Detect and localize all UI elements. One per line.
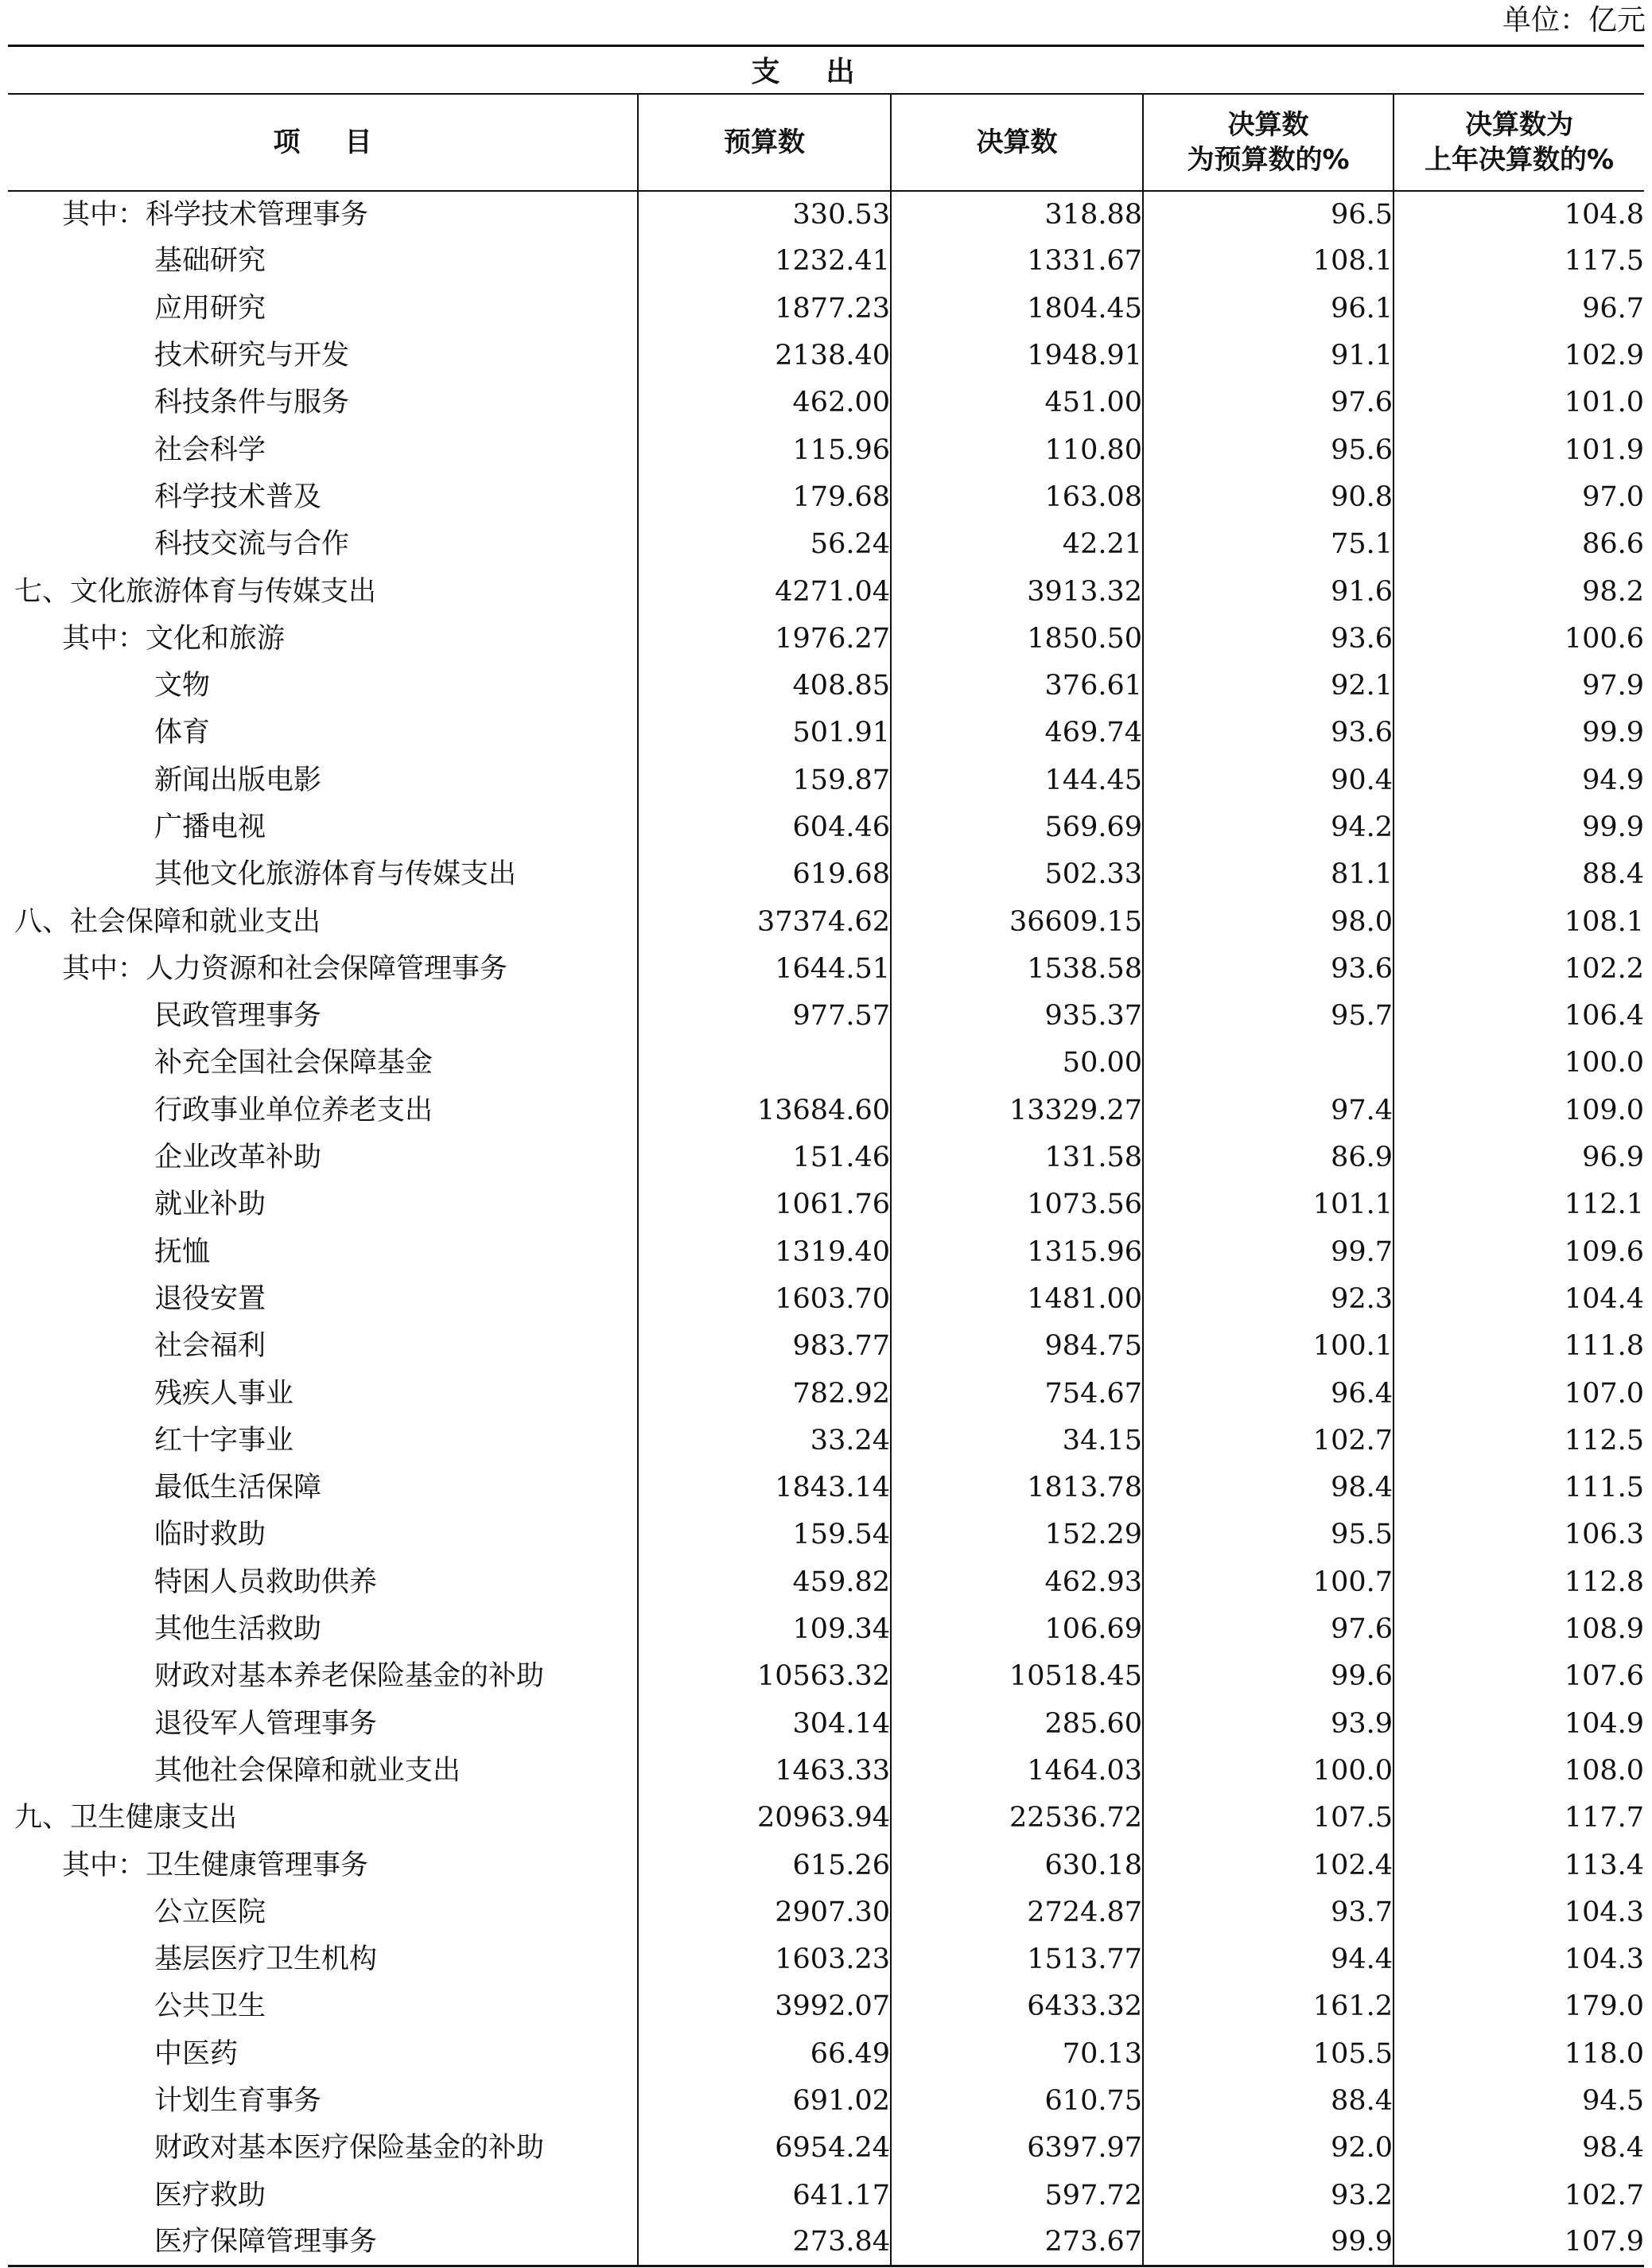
row-final-pct-prev: 107.9 — [1394, 2219, 1644, 2266]
row-final-pct-prev: 112.1 — [1394, 1181, 1644, 1228]
row-final: 10518.45 — [891, 1653, 1143, 1700]
table-row — [8, 1228, 1644, 1275]
row-final-pct-prev: 108.9 — [1394, 1605, 1644, 1652]
row-final: 1850.50 — [891, 615, 1143, 662]
row-final: 462.93 — [891, 1558, 1143, 1605]
table-row — [8, 1605, 1644, 1652]
row-final-pct-prev: 98.2 — [1394, 568, 1644, 615]
row-final: 376.61 — [891, 662, 1143, 709]
row-item-name: 其中：人力资源和社会保障管理事务 — [62, 952, 508, 985]
row-final-pct-budget: 107.5 — [1143, 1795, 1394, 1842]
col-header-final-pct-budget — [1143, 94, 1394, 191]
table-row — [8, 473, 1644, 520]
table-row — [8, 1653, 1644, 1700]
row-final-pct-budget: 97.6 — [1143, 1605, 1394, 1652]
row-final: 273.67 — [891, 2219, 1143, 2266]
row-final-pct-budget: 90.4 — [1143, 757, 1394, 803]
table-row — [8, 1370, 1644, 1417]
row-final: 984.75 — [891, 1323, 1143, 1370]
row-item-name: 九、卫生健康支出 — [14, 1802, 238, 1834]
col-header-budget: 预算数 — [638, 94, 891, 191]
row-final: 754.67 — [891, 1370, 1143, 1417]
row-final-pct-prev: 117.7 — [1394, 1795, 1644, 1842]
row-final-pct-prev: 109.6 — [1394, 1228, 1644, 1275]
row-final: 50.00 — [891, 1040, 1143, 1087]
table-row — [8, 2030, 1644, 2077]
row-final: 22536.72 — [891, 1795, 1143, 1842]
table-row — [8, 1087, 1644, 1134]
row-final-pct-prev: 88.4 — [1394, 851, 1644, 898]
row-final-pct-budget: 75.1 — [1143, 521, 1394, 568]
row-item-name: 基础研究 — [154, 245, 266, 278]
row-final-pct-prev: 108.0 — [1394, 1747, 1644, 1794]
row-final-pct-budget: 100.1 — [1143, 1323, 1394, 1370]
row-final: 6397.97 — [891, 2125, 1143, 2172]
row-final: 152.29 — [891, 1511, 1143, 1558]
row-final-pct-budget: 95.7 — [1143, 993, 1394, 1040]
row-item-name: 社会福利 — [154, 1330, 266, 1363]
table-row — [8, 757, 1644, 803]
row-final-pct-prev: 104.3 — [1394, 1889, 1644, 1935]
row-final: 106.69 — [891, 1605, 1143, 1652]
table-row — [8, 1181, 1644, 1228]
row-budget: 782.92 — [638, 1370, 891, 1417]
table-row — [8, 1275, 1644, 1322]
row-item-name: 特困人员救助供养 — [154, 1566, 378, 1598]
table-body — [8, 191, 1644, 2266]
row-item-name: 医疗救助 — [154, 2179, 266, 2212]
row-item-name: 计划生育事务 — [154, 2085, 322, 2118]
row-final-pct-prev: 104.8 — [1394, 191, 1644, 238]
row-final: 630.18 — [891, 1842, 1143, 1889]
row-final-pct-prev: 104.9 — [1394, 1700, 1644, 1747]
row-item-name: 文物 — [154, 670, 211, 702]
row-final-pct-prev: 107.6 — [1394, 1653, 1644, 1700]
row-item-name: 八、社会保障和就业支出 — [14, 905, 321, 938]
row-final-pct-budget: 97.6 — [1143, 379, 1394, 426]
row-final: 935.37 — [891, 993, 1143, 1040]
row-final-pct-prev: 86.6 — [1394, 521, 1644, 568]
row-final-pct-prev: 101.0 — [1394, 379, 1644, 426]
row-final: 1813.78 — [891, 1465, 1143, 1511]
row-budget: 273.84 — [638, 2219, 891, 2266]
section-title: 支出 — [8, 46, 1644, 94]
row-final-pct-budget: 92.1 — [1143, 662, 1394, 709]
row-final-pct-budget: 102.4 — [1143, 1842, 1394, 1889]
table-row — [8, 1795, 1644, 1842]
table-row — [8, 285, 1644, 332]
row-final-pct-budget: 93.7 — [1143, 1889, 1394, 1935]
row-final: 6433.32 — [891, 1983, 1143, 2030]
row-budget: 330.53 — [638, 191, 891, 238]
row-final: 1481.00 — [891, 1275, 1143, 1322]
row-final-pct-prev: 101.9 — [1394, 426, 1644, 473]
row-final: 163.08 — [891, 473, 1143, 520]
table-row — [8, 1700, 1644, 1747]
row-final: 469.74 — [891, 710, 1143, 757]
row-budget: 1644.51 — [638, 945, 891, 992]
row-budget: 3992.07 — [638, 1983, 891, 2030]
row-final-pct-budget: 98.4 — [1143, 1465, 1394, 1511]
row-item-name: 七、文化旅游体育与传媒支出 — [14, 575, 377, 608]
row-item-name: 体育 — [154, 717, 211, 749]
row-budget: 691.02 — [638, 2077, 891, 2124]
table-row — [8, 1889, 1644, 1935]
table-row — [8, 238, 1644, 285]
table-row — [8, 1040, 1644, 1087]
row-final-pct-prev: 118.0 — [1394, 2030, 1644, 2077]
row-budget: 1976.27 — [638, 615, 891, 662]
table-row — [8, 2125, 1644, 2172]
row-budget: 66.49 — [638, 2030, 891, 2077]
table-row — [8, 1323, 1644, 1370]
table-row — [8, 945, 1644, 992]
row-item-name: 补充全国社会保障基金 — [154, 1047, 433, 1080]
row-budget: 6954.24 — [638, 2125, 891, 2172]
row-budget: 619.68 — [638, 851, 891, 898]
row-budget: 33.24 — [638, 1417, 891, 1464]
row-item-name: 临时救助 — [154, 1519, 266, 1551]
row-final: 1538.58 — [891, 945, 1143, 992]
row-budget: 13684.60 — [638, 1087, 891, 1134]
table-row — [8, 898, 1644, 945]
row-final: 1315.96 — [891, 1228, 1143, 1275]
row-final-pct-budget: 95.5 — [1143, 1511, 1394, 1558]
row-final-pct-budget: 93.2 — [1143, 2172, 1394, 2219]
row-item-name: 广播电视 — [154, 811, 266, 843]
row-budget: 37374.62 — [638, 898, 891, 945]
row-item-name: 财政对基本医疗保险基金的补助 — [154, 2132, 545, 2165]
row-item-name: 退役军人管理事务 — [154, 1707, 378, 1740]
row-item-name: 抚恤 — [154, 1235, 211, 1268]
row-budget: 1603.23 — [638, 1935, 891, 1982]
row-final-pct-prev: 111.8 — [1394, 1323, 1644, 1370]
row-final-pct-budget — [1143, 1040, 1394, 1087]
row-item-name: 其他生活救助 — [154, 1613, 322, 1646]
row-final: 1948.91 — [891, 332, 1143, 379]
row-item-name: 行政事业单位养老支出 — [154, 1094, 433, 1126]
row-budget: 977.57 — [638, 993, 891, 1040]
table-row — [8, 1417, 1644, 1464]
col-header-item: 项目 — [8, 94, 638, 191]
row-final-pct-prev: 111.5 — [1394, 1465, 1644, 1511]
table-row — [8, 1465, 1644, 1511]
row-item-name: 其他社会保障和就业支出 — [154, 1754, 461, 1787]
row-final-pct-budget: 99.6 — [1143, 1653, 1394, 1700]
row-final-pct-budget: 105.5 — [1143, 2030, 1394, 2077]
table-row — [8, 710, 1644, 757]
row-final: 1513.77 — [891, 1935, 1143, 1982]
row-final-pct-budget: 102.7 — [1143, 1417, 1394, 1464]
table-row — [8, 2219, 1644, 2266]
row-budget: 179.68 — [638, 473, 891, 520]
table-row — [8, 803, 1644, 850]
row-budget: 109.34 — [638, 1605, 891, 1652]
row-final: 285.60 — [891, 1700, 1143, 1747]
row-final-pct-budget: 101.1 — [1143, 1181, 1394, 1228]
row-item-name: 科技交流与合作 — [154, 528, 350, 561]
row-final: 131.58 — [891, 1134, 1143, 1181]
row-item-name: 其中：卫生健康管理事务 — [62, 1849, 369, 1881]
row-final-pct-prev: 117.5 — [1394, 238, 1644, 285]
row-final-pct-budget: 100.0 — [1143, 1747, 1394, 1794]
row-item-name: 科技条件与服务 — [154, 387, 350, 419]
row-final-pct-budget: 90.8 — [1143, 473, 1394, 520]
row-final-pct-budget: 92.3 — [1143, 1275, 1394, 1322]
row-final-pct-budget: 94.2 — [1143, 803, 1394, 850]
row-final-pct-prev: 97.9 — [1394, 662, 1644, 709]
row-budget: 408.85 — [638, 662, 891, 709]
row-final-pct-budget: 108.1 — [1143, 238, 1394, 285]
row-budget: 159.54 — [638, 1511, 891, 1558]
row-final-pct-prev: 102.2 — [1394, 945, 1644, 992]
row-item-name: 公共卫生 — [154, 1990, 266, 2023]
row-item-name: 其他文化旅游体育与传媒支出 — [154, 858, 517, 891]
row-final-pct-prev: 113.4 — [1394, 1842, 1644, 1889]
row-final-pct-prev: 108.1 — [1394, 898, 1644, 945]
table-row — [8, 662, 1644, 709]
row-budget: 2138.40 — [638, 332, 891, 379]
row-item-name: 社会科学 — [154, 434, 266, 466]
row-final: 42.21 — [891, 521, 1143, 568]
col-header-final-pct-budget-line1: 决算数 — [1227, 108, 1309, 141]
row-budget: 1843.14 — [638, 1465, 891, 1511]
table-row — [8, 1558, 1644, 1605]
col-header-final-pct-budget-line2: 为预算数的% — [1187, 143, 1350, 176]
row-final: 110.80 — [891, 426, 1143, 473]
row-budget: 615.26 — [638, 1842, 891, 1889]
row-final-pct-budget: 97.4 — [1143, 1087, 1394, 1134]
row-item-name: 退役安置 — [154, 1282, 266, 1315]
row-item-name: 医疗保障管理事务 — [8, 2219, 638, 2266]
row-final-pct-budget: 96.5 — [1143, 191, 1394, 238]
row-final-pct-prev: 100.6 — [1394, 615, 1644, 662]
row-final-pct-prev: 106.4 — [1394, 993, 1644, 1040]
row-final-pct-prev: 104.4 — [1394, 1275, 1644, 1322]
row-final-pct-prev: 99.9 — [1394, 710, 1644, 757]
row-final-pct-budget: 100.7 — [1143, 1558, 1394, 1605]
table-row — [8, 1747, 1644, 1794]
row-final: 36609.15 — [891, 898, 1143, 945]
row-final-pct-prev: 99.9 — [1394, 803, 1644, 850]
row-final-pct-budget: 96.4 — [1143, 1370, 1394, 1417]
row-final-pct-budget: 161.2 — [1143, 1983, 1394, 2030]
row-item-name: 财政对基本养老保险基金的补助 — [154, 1660, 545, 1693]
row-final-pct-budget: 99.7 — [1143, 1228, 1394, 1275]
row-final: 1331.67 — [891, 238, 1143, 285]
row-budget: 1232.41 — [638, 238, 891, 285]
row-budget: 304.14 — [638, 1700, 891, 1747]
row-final-pct-prev: 112.5 — [1394, 1417, 1644, 1464]
row-budget: 1463.33 — [638, 1747, 891, 1794]
row-final-pct-prev: 107.0 — [1394, 1370, 1644, 1417]
unit-label: 单位：亿元 — [1502, 4, 1646, 37]
table-row — [8, 2172, 1644, 2219]
table-row — [8, 332, 1644, 379]
row-final-pct-budget: 93.6 — [1143, 945, 1394, 992]
row-budget: 1319.40 — [638, 1228, 891, 1275]
row-final: 2724.87 — [891, 1889, 1143, 1935]
table-row — [8, 2077, 1644, 2124]
row-final: 13329.27 — [891, 1087, 1143, 1134]
row-budget: 4271.04 — [638, 568, 891, 615]
row-item-name: 红十字事业 — [154, 1424, 294, 1457]
row-budget: 1877.23 — [638, 285, 891, 332]
row-final-pct-prev: 106.3 — [1394, 1511, 1644, 1558]
row-budget — [638, 1040, 891, 1087]
table-row — [8, 426, 1644, 473]
row-item-name: 应用研究 — [154, 292, 266, 325]
row-budget: 459.82 — [638, 1558, 891, 1605]
row-budget: 1603.70 — [638, 1275, 891, 1322]
row-budget: 462.00 — [638, 379, 891, 426]
row-final-pct-prev: 104.3 — [1394, 1935, 1644, 1982]
row-budget: 10563.32 — [638, 1653, 891, 1700]
row-item-name: 就业补助 — [154, 1188, 266, 1221]
row-final: 1464.03 — [891, 1747, 1143, 1794]
table-row — [8, 568, 1644, 615]
row-final-pct-prev: 100.0 — [1394, 1040, 1644, 1087]
row-final: 34.15 — [891, 1417, 1143, 1464]
row-final-pct-prev: 112.8 — [1394, 1558, 1644, 1605]
row-budget: 501.91 — [638, 710, 891, 757]
row-final-pct-budget: 93.6 — [1143, 710, 1394, 757]
row-final-pct-prev: 96.7 — [1394, 285, 1644, 332]
row-item-name: 技术研究与开发 — [154, 340, 350, 372]
row-budget: 56.24 — [638, 521, 891, 568]
row-budget: 159.87 — [638, 757, 891, 803]
table-row — [8, 1842, 1644, 1889]
row-final-pct-budget: 93.6 — [1143, 615, 1394, 662]
row-item-name: 最低生活保障 — [154, 1472, 322, 1504]
table-row — [8, 851, 1644, 898]
row-final-pct-prev: 102.7 — [1394, 2172, 1644, 2219]
row-final-pct-budget: 91.6 — [1143, 568, 1394, 615]
row-item-name: 其中：文化和旅游 — [62, 622, 286, 655]
row-item-name: 公立医院 — [154, 1896, 266, 1928]
col-header-final-pct-prev-line1: 决算数为 — [1465, 108, 1574, 141]
table-row — [8, 1511, 1644, 1558]
table-row — [8, 1134, 1644, 1181]
row-final-pct-budget: 96.1 — [1143, 285, 1394, 332]
row-budget: 151.46 — [638, 1134, 891, 1181]
row-item-name: 中医药 — [154, 2037, 239, 2070]
row-budget: 1061.76 — [638, 1181, 891, 1228]
row-final: 502.33 — [891, 851, 1143, 898]
table-row — [8, 379, 1644, 426]
col-header-final: 决算数 — [891, 94, 1143, 191]
row-item-name: 基层医疗卫生机构 — [154, 1943, 378, 1976]
row-final: 451.00 — [891, 379, 1143, 426]
table-row — [8, 993, 1644, 1040]
row-final: 1073.56 — [891, 1181, 1143, 1228]
table-row — [8, 1935, 1644, 1982]
row-item-name: 科学技术普及 — [154, 480, 322, 513]
row-final-pct-prev: 98.4 — [1394, 2125, 1644, 2172]
row-item-name: 企业改革补助 — [154, 1142, 322, 1174]
row-final-pct-budget: 93.9 — [1143, 1700, 1394, 1747]
row-final-pct-prev: 97.0 — [1394, 473, 1644, 520]
row-final: 569.69 — [891, 803, 1143, 850]
row-budget: 20963.94 — [638, 1795, 891, 1842]
row-budget: 604.46 — [638, 803, 891, 850]
row-budget: 983.77 — [638, 1323, 891, 1370]
row-final-pct-budget: 95.6 — [1143, 426, 1394, 473]
row-final-pct-budget: 86.9 — [1143, 1134, 1394, 1181]
table-row — [8, 615, 1644, 662]
row-final-pct-budget: 91.1 — [1143, 332, 1394, 379]
row-final: 144.45 — [891, 757, 1143, 803]
row-final-pct-prev: 102.9 — [1394, 332, 1644, 379]
row-budget: 2907.30 — [638, 1889, 891, 1935]
row-final-pct-prev: 96.9 — [1394, 1134, 1644, 1181]
row-budget: 115.96 — [638, 426, 891, 473]
row-final: 597.72 — [891, 2172, 1143, 2219]
row-final: 610.75 — [891, 2077, 1143, 2124]
row-final-pct-budget: 99.9 — [1143, 2219, 1394, 2266]
col-header-final-pct-prev-line2: 上年决算数的% — [1424, 143, 1615, 176]
expenditure-table — [8, 45, 1644, 2267]
row-item-name: 民政管理事务 — [154, 1000, 322, 1033]
row-final-pct-budget: 98.0 — [1143, 898, 1394, 945]
row-final-pct-prev: 94.5 — [1394, 2077, 1644, 2124]
row-final: 3913.32 — [891, 568, 1143, 615]
row-budget: 641.17 — [638, 2172, 891, 2219]
table-row — [8, 191, 1644, 238]
row-final-pct-budget: 81.1 — [1143, 851, 1394, 898]
table-row — [8, 1983, 1644, 2030]
row-final-pct-prev: 94.9 — [1394, 757, 1644, 803]
row-item-name: 其中：科学技术管理事务 — [62, 198, 369, 231]
row-final-pct-budget: 88.4 — [1143, 2077, 1394, 2124]
row-final-pct-prev: 179.0 — [1394, 1983, 1644, 2030]
row-final: 1804.45 — [891, 285, 1143, 332]
row-item-name: 新闻出版电影 — [154, 764, 322, 796]
row-final-pct-budget: 92.0 — [1143, 2125, 1394, 2172]
table-row — [8, 521, 1644, 568]
col-header-final-pct-prev — [1394, 94, 1644, 191]
row-final: 70.13 — [891, 2030, 1143, 2077]
row-final-pct-budget: 94.4 — [1143, 1935, 1394, 1982]
row-final: 318.88 — [891, 191, 1143, 238]
row-final-pct-prev: 109.0 — [1394, 1087, 1644, 1134]
row-item-name: 残疾人事业 — [154, 1377, 294, 1410]
